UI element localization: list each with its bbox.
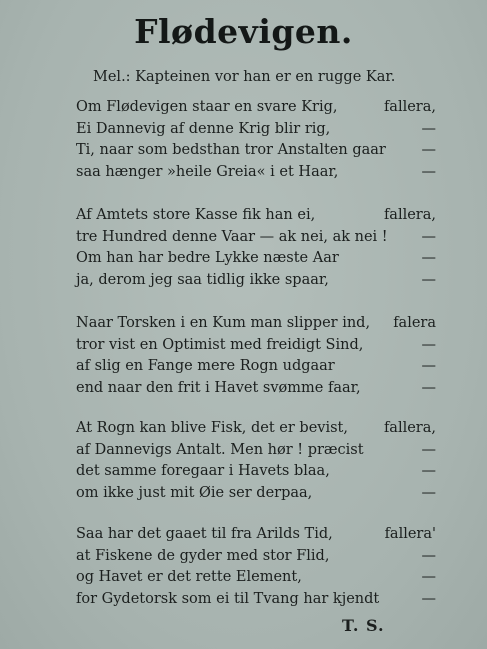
verse-line: for Gydetorsk som ei til Tvang har kjendt — xyxy=(76,590,436,607)
verse-line: Naar Torsken i en Kum man slipper ind, falera xyxy=(76,315,436,331)
verse-line: Ei Dannevig af denne Krig blir rig, — xyxy=(76,120,436,137)
verse-line: ja, derom jeg saa tidlig ikke spaar, — xyxy=(76,271,436,288)
verse-line: Om han har bedre Lykke næste Aar — xyxy=(76,250,436,266)
verse-line: Saa har det gaaet til fra Arilds Tid, fallera' xyxy=(76,526,436,542)
verse-line: af slig en Fange mere Rogn udgaar — xyxy=(76,358,436,374)
melody-note: Mel.: Kapteinen vor han er en rugge Kar. xyxy=(93,69,396,85)
verse-line: det samme foregaar i Havets blaa, — xyxy=(76,463,436,479)
verse-line: at Fiskene de gyder med stor Flid, — xyxy=(76,547,436,564)
verse-line: end naar den frit i Havet svømme faar, — xyxy=(76,379,436,396)
verse-line: og Havet er det rette Element, — xyxy=(76,569,436,585)
verse-line: Ti, naar som bedsthan tror Anstalten gaar — xyxy=(76,142,436,158)
verse-line: Af Amtets store Kasse fik han ei, fallera, xyxy=(76,207,436,223)
stanza-2 xyxy=(76,205,436,291)
stanza-3 xyxy=(76,313,436,399)
poem-title: Flødevigen. xyxy=(134,12,353,51)
stanza-1 xyxy=(76,97,436,183)
verse-line: tror vist en Optimist med freidigt Sind, — xyxy=(76,336,436,353)
verse-line: om ikke just mit Øie ser derpaa, — xyxy=(76,484,436,501)
author-signature: T. S. xyxy=(342,616,385,635)
verse-line: Om Flødevigen staar en svare Krig, fallera, xyxy=(76,99,436,115)
verse-line: tre Hundred denne Vaar — ak nei, ak nei ! — xyxy=(76,228,436,245)
verse-line: af Dannevigs Antalt. Men hør ! præcist — xyxy=(76,441,436,458)
verse-line: At Rogn kan blive Fisk, det er bevist, fallera, xyxy=(76,420,436,436)
stanza-5 xyxy=(76,524,436,610)
stanza-4 xyxy=(76,418,436,504)
verse-line: saa hænger »heile Greia« i et Haar, — xyxy=(76,163,436,180)
